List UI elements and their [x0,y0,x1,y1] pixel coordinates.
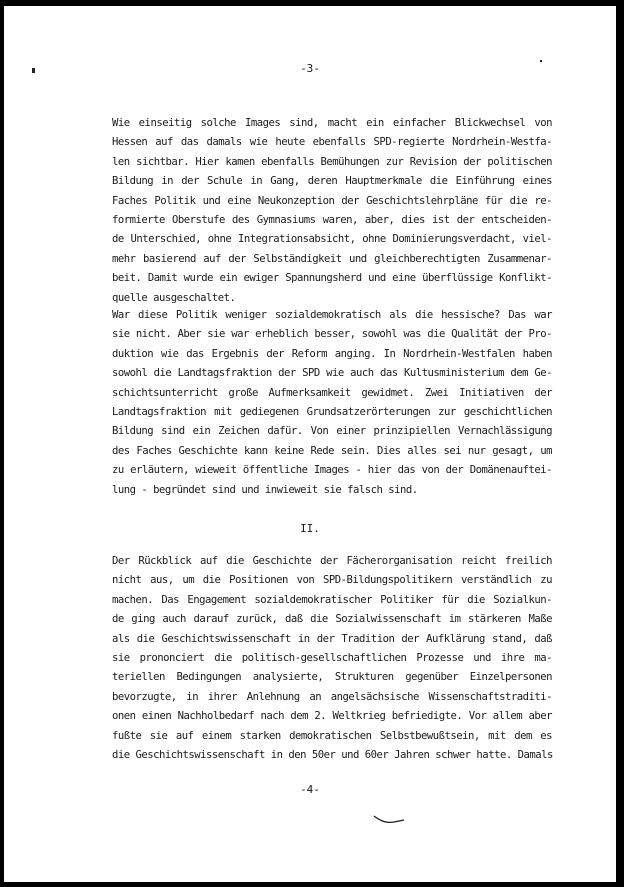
text-line: onen einen Nachholbedarf nach dem 2. Weltkrieg befriedigte. Vor allem aber [112,710,552,723]
text-line: len sichtbar. Hier kamen ebenfalls Bemühungen zur Revision der politischen [112,155,552,168]
pen-mark [372,812,406,826]
page-number-top: -3- [300,62,320,75]
text-line: schichtsunterricht große Aufmerksamkeit gewidmet. Zwei Initiativen der [112,386,552,399]
paragraph-2 [112,306,552,500]
text-line: teriellen Bedingungen analysierte, Strukturen gegenüber Einzelpersonen [112,671,552,684]
text-line: Hessen auf das damals wie heute ebenfalls SPD-regierte Nordrhein-Westfa- [112,136,552,149]
text-line: bevorzugte, in ihrer Anlehnung an angelsächsische Wissenschaftstraditi- [112,690,552,703]
text-line: lung - begründet sind und inwieweit sie falsch sind. [112,483,418,496]
document-page [4,6,616,882]
page-number-bottom: -4- [300,783,320,796]
text-line: quelle ausgeschaltet. [112,291,236,304]
text-line: die Geschichtswissenschaft in den 50er und 60er Jahren schwer hatte. Damals [112,748,553,761]
text-line: Bildung in der Schule in Gang, deren Hauptmerkmale die Einführung eines [112,175,552,188]
text-line: de ging auch darauf zurück, daß die Sozialwissenschaft im stärkeren Maße [112,613,552,626]
text-line: Wie einseitig solche Images sind, macht ein einfacher Blickwechsel von [112,117,552,129]
paragraph-1 [112,114,552,308]
text-line: duktion wie das Ergebnis der Reform anging. In Nordrhein-Westfalen haben [112,347,552,360]
text-line: Der Rückblick auf die Geschichte der Fächerorganisation reicht freilich [112,555,552,567]
text-line: sie nicht. Aber sie war erheblich besser, sowohl was die Qualität der Pro- [112,328,552,341]
text-line: fußte sie auf einem starken demokratischen Selbstbewußtsein, mit dem es [112,729,552,742]
text-line: War diese Politik weniger sozialdemokratisch als die hessische? Das war [112,309,552,321]
text-line: sie prononciert die politisch-gesellschaftlichen Prozesse und ihre ma- [112,651,552,664]
text-line: machen. Das Engagement sozialdemokratischer Politiker für die Sozialkun- [112,593,552,606]
text-line: des Faches Geschichte kann keine Rede sein. Dies alles sei nur gesagt, um [112,444,552,457]
text-line: nicht aus, um die Positionen von SPD-Bildungspolitikern verständlich zu [112,574,552,587]
section-heading: II. [300,522,320,535]
text-line: sowohl die Landtagsfraktion der SPD wie auch das Kultusministerium dem Ge- [112,367,552,380]
text-line: Faches Politik und eine Neukonzeption der Geschichtslehrpläne für die re- [112,194,552,207]
text-line: mehr basierend auf der Selbständigkeit und gleichberechtigten Zusammenar- [112,252,552,265]
text-line: Landtagsfraktion mit gediegenen Grundsatzerörterungen zur geschichtlichen [112,405,552,418]
text-line: beit. Damit wurde ein ewiger Spannungsherd und eine überflüssige Konflikt- [112,272,552,285]
text-line: de Unterschied, ohne Integrationsabsicht, ohne Dominierungsverdacht, viel- [112,233,552,246]
text-line: als die Geschichtswissenschaft in der Tradition der Aufklärung stand, daß [112,632,552,645]
paragraph-3 [112,552,552,765]
text-line: formierte Oberstufe des Gymnasiums waren, aber, dies ist der entscheiden- [112,213,552,226]
text-line: zu erläutern, wieweit öffentliche Images - hier das von der Domänenauftei- [112,464,552,477]
text-line: Bildung sind ein Zeichen dafür. Von einer prinzipiellen Vernachlässigung [112,425,552,438]
